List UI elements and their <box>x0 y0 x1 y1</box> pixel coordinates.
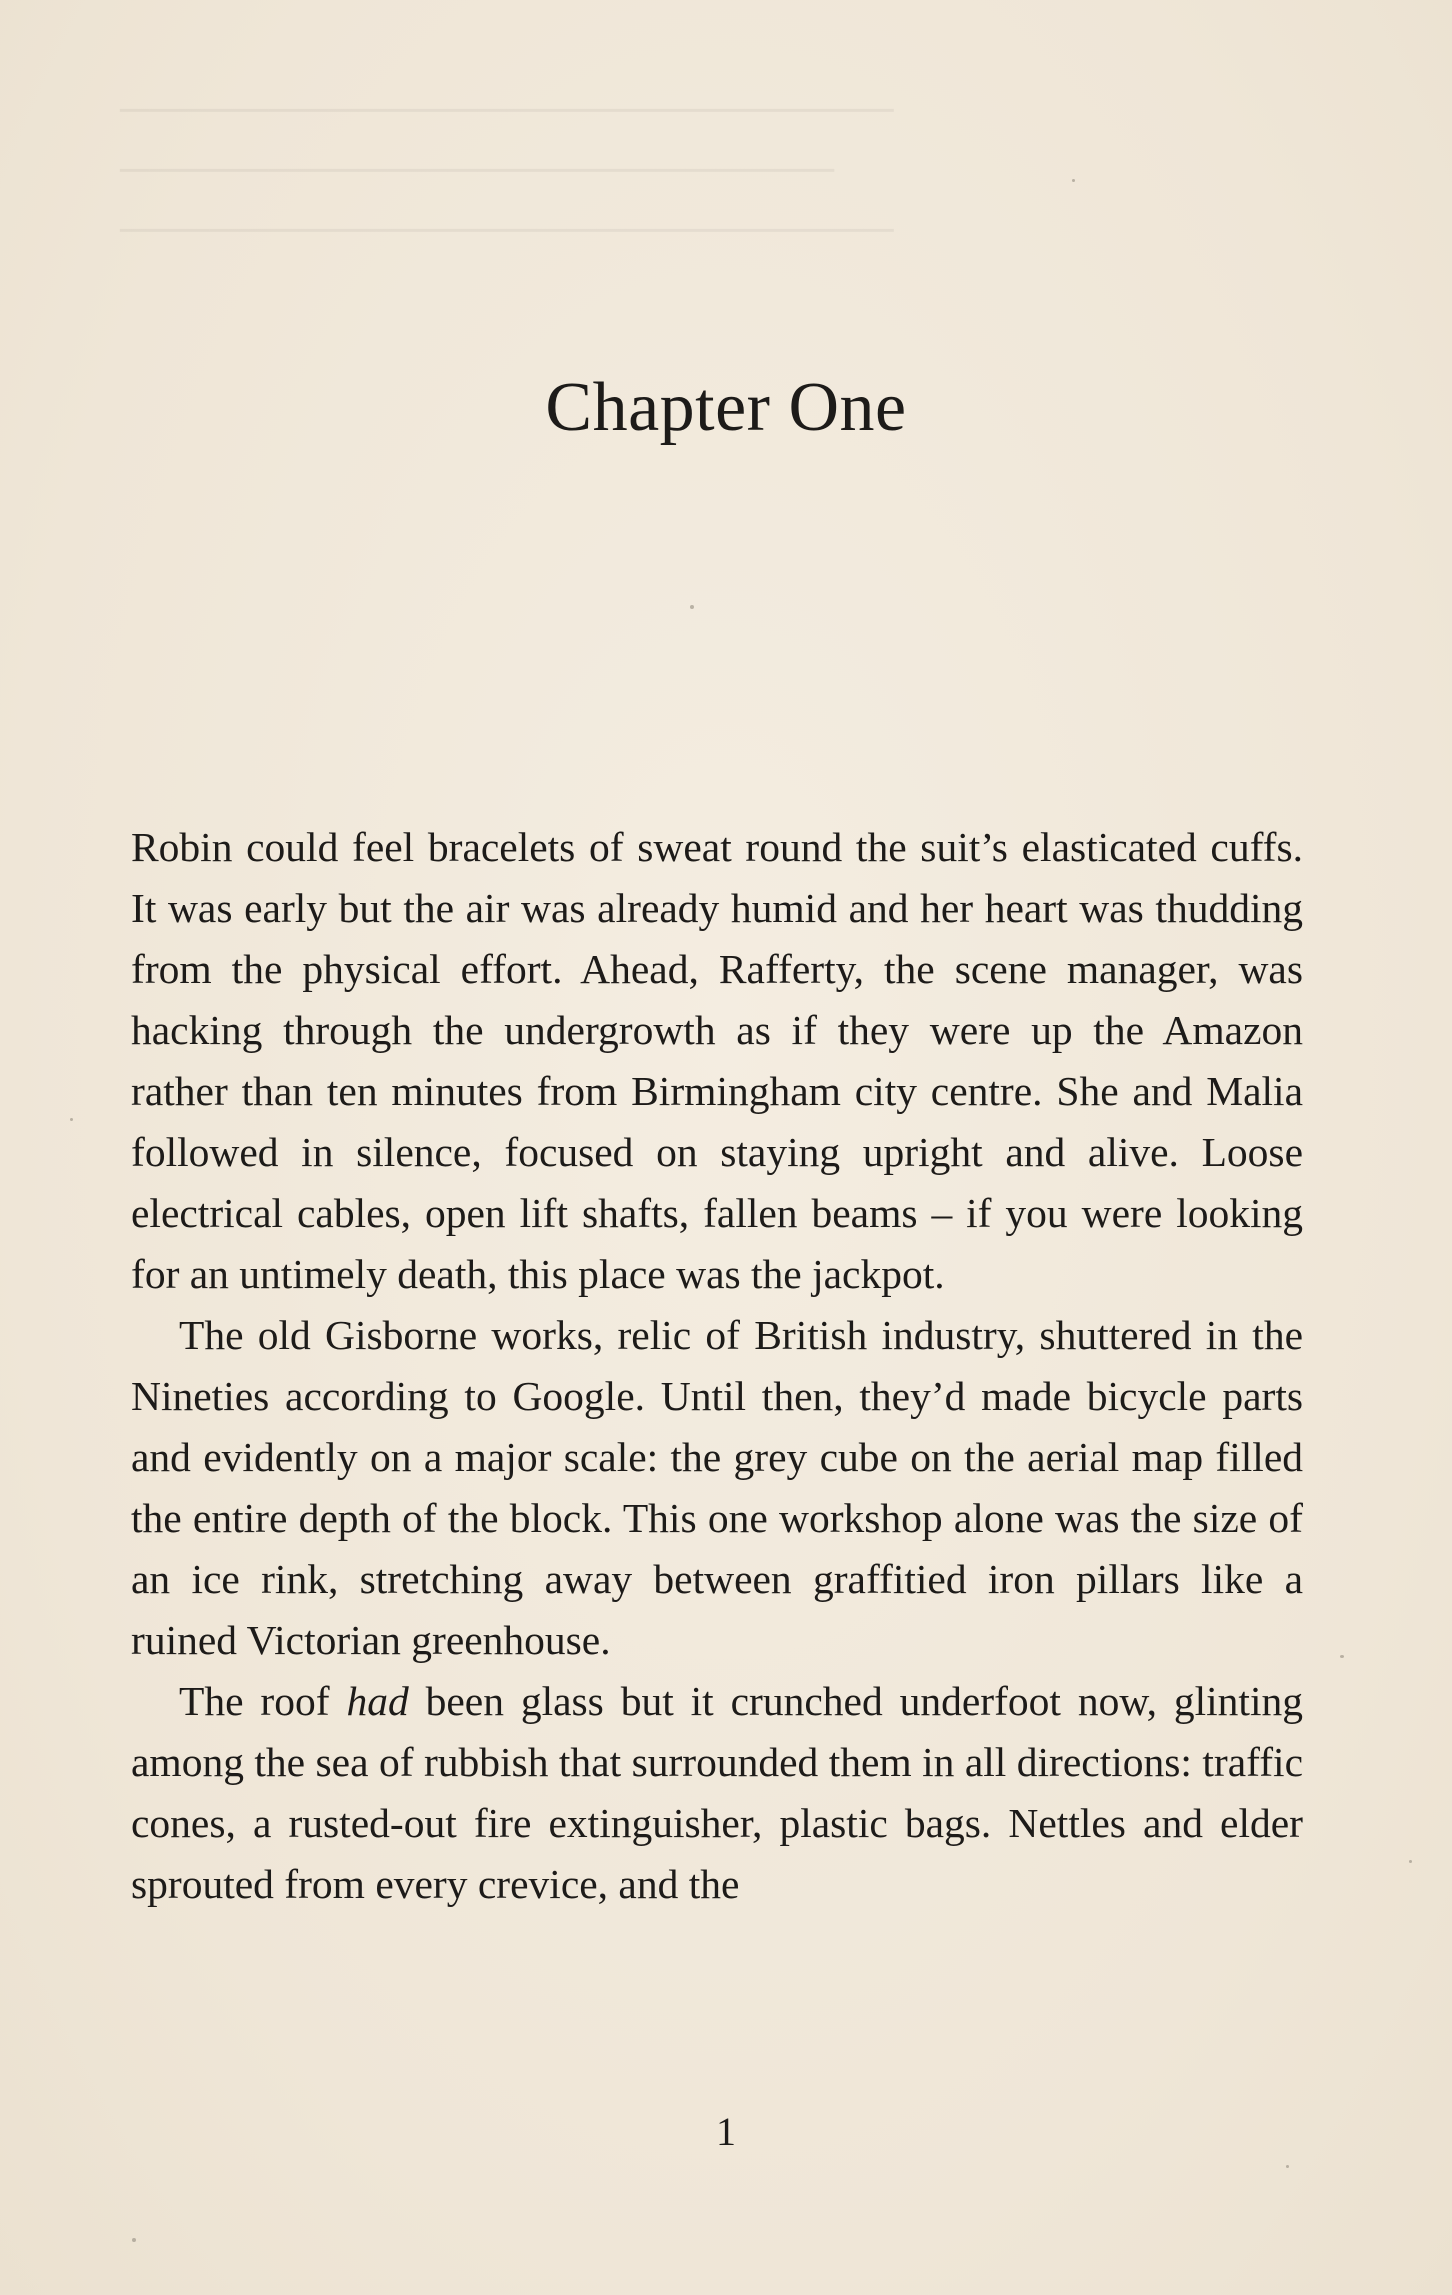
paper-speck <box>1409 1860 1412 1863</box>
paragraph-3-emphasis: had <box>346 1678 409 1724</box>
bleed-through-texture: ────────────────────────── ──────────────────────── ────────────────────────── <box>120 87 894 253</box>
chapter-title: Chapter One <box>545 369 907 446</box>
paragraph-3 <box>131 1671 1303 1915</box>
paper-speck <box>70 1118 73 1121</box>
paper-speck <box>1072 179 1075 182</box>
paragraph-2: The old Gisborne works, relic of British industry, shuttered in the Nineties according to Google. Until then, they’d made bicycle parts and evidently on a major scale: the grey cube on the aerial map filled the entire depth of the block. This one workshop alone was the size of an ice rink, stretching away between graffitied iron pillars like a ruined Victorian greenhouse. <box>131 1312 1303 1663</box>
paragraph-1: Robin could feel bracelets of sweat round the suit’s elasticated cuffs. It was early but the air was already humid and her heart was thudding from the physical effort. Ahead, Rafferty, the scene manager, was hacking through the undergrowth as if they were up the Amazon rather than ten minutes from Birmingham city centre. She and Malia followed in silence, focused on staying upright and alive. Loose electrical cables, open lift shafts, fallen beams – if you were looking for an untimely death, this place was the jackpot. <box>131 824 1303 1297</box>
paragraph-3-end: been glass but it crunched underfoot now, glinting among the sea of rubbish that surrounded them in all directions: traffic cones, a rusted-out fire extinguisher, plastic bags. Nettles and elder sprouted from every crevice, and the <box>131 1678 1303 1907</box>
paper-speck <box>1286 2165 1289 2168</box>
body-text <box>131 817 1303 1915</box>
paragraph-3-start: The roof <box>179 1678 347 1724</box>
paper-speck <box>690 605 694 609</box>
paper-speck <box>132 2238 136 2242</box>
page-number: 1 <box>716 2109 736 2154</box>
paper-speck <box>1340 1655 1344 1658</box>
